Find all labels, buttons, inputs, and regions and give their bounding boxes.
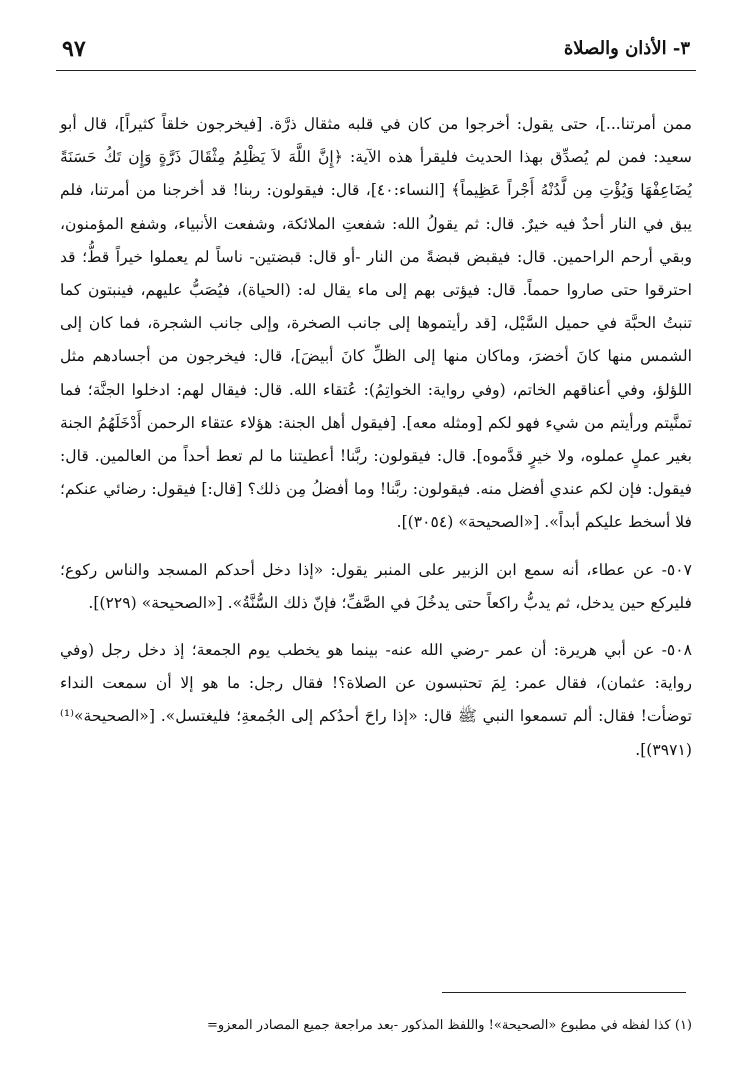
footnote-divider <box>442 992 686 993</box>
chapter-title: ٣- الأذان والصلاة <box>563 38 690 59</box>
body-text <box>60 108 692 767</box>
footnote: (١) كذا لفظه في مطبوع «الصحيحة»! واللفظ المذكور -بعد مراجعة جميع المصادر المعزو= <box>206 1018 692 1033</box>
hadith-508: ٥٠٨- عن أبي هريرة: أن عمر -رضي الله عنه- بينما هو يخطب يوم الجمعة؛ إذ دخل رجل (وفي رواية: عثمان)، فقال عمر: لِمَ تحتبسون عن الصلاة؟! فقال رجل: ما هو إلا أن سمعت النداء توضأت! فقال: ألم تسمعوا النبي ﷺ قال: «إذا راحَ أحدُكم إلى الجُمعةِ؛ فليغتسل». [«الصحيحة»⁽¹⁾ (٣٩٧١)]. <box>60 641 692 759</box>
page-header <box>56 30 696 71</box>
page-number: ٩٧ <box>62 36 86 62</box>
paragraph-continuation: ممن أمرتنا...]، حتى يقول: أخرجوا من كان في قلبه مثقال ذرَّة. [فيخرجون خلقاً كثيراً]، قال أبو سعيد: فمن لم يُصدِّق بهذا الحديث فليقرأ هذه الآية: ﴿إِنَّ اللَّهَ لاَ يَظْلِمُ مِثْقَالَ ذَرَّةٍ وَإِن تَكُ حَسَنَةً يُضَاعِفْهَا وَيُؤْتِ مِن لَّدُنْهُ أَجْراً عَظِيماً﴾ [النساء:٤٠]، قال: فيقولون: ربنا! قد أخرجنا من أمرتنا، فلم يبق في النار أحدٌ فيه خيرٌ. قال: ثم يقولُ الله: شفعتِ الملائكة، وشفعت الأنبياء، وشفع المؤمنون، وبقي أرحم الراحمين. قال: فيقبض قبضةً من النار -أو قال: قبضتين- ناساً لم يعملوا خيراً قطُّ؛ قد احترقوا حتى صاروا حمماً. قال: فيؤتى بهم إلى ماء يقال له: (الحياة)، فيُصَبُّ عليهم، فينبتون كما تنبتُ الحبَّة في حميل السَّيْل، [قد رأيتموها إلى جانب الصخرة، وإلى جانب الشجرة، فما كان إلى الشمس منها كانَ أخضرَ، وماكان منها إلى الظلِّ كانَ أبيضَ]، قال: فيخرجون من أجسادهم مثل اللؤلؤ، وفي أعناقهم الخاتم، (وفي رواية: الخواتِمُ): عُتقاء الله. قال: فيقال لهم: ادخلوا الجنَّة؛ فما تمنَّيتم ورأيتم من شيء فهو لكم [ومثله معه]. [فيقول أهل الجنة: هؤلاء عتقاء الرحمن أَدْخَلَهُمُ الجنة بغير عملٍ عملوه، ولا خيرٍ قدَّموه]. قال: فيقولون: ربَّنا! أعطيتنا ما لم تعط أحداً من العالمين. قال: فيقول: فإن لكم عندي أفضل منه. فيقولون: ربَّنا! وما أفضلُ مِن ذلك؟ [قال:] فيقول: رضائي عنكم؛ فلا أسخط عليكم أبداً». [«الصحيحة» (٣٠٥٤)]. <box>60 115 692 532</box>
hadith-507: ٥٠٧- عن عطاء، أنه سمع ابن الزبير على المنبر يقول: «إذا دخل أحدكم المسجد والناس ركوع؛ فليركع حين يدخل، ثم يدبُّ راكعاً حتى يدخُلَ في الصَّفِّ؛ فإنّ ذلك السُّنَّةُ». [«الصحيحة» (٢٢٩)]. <box>60 560 692 612</box>
